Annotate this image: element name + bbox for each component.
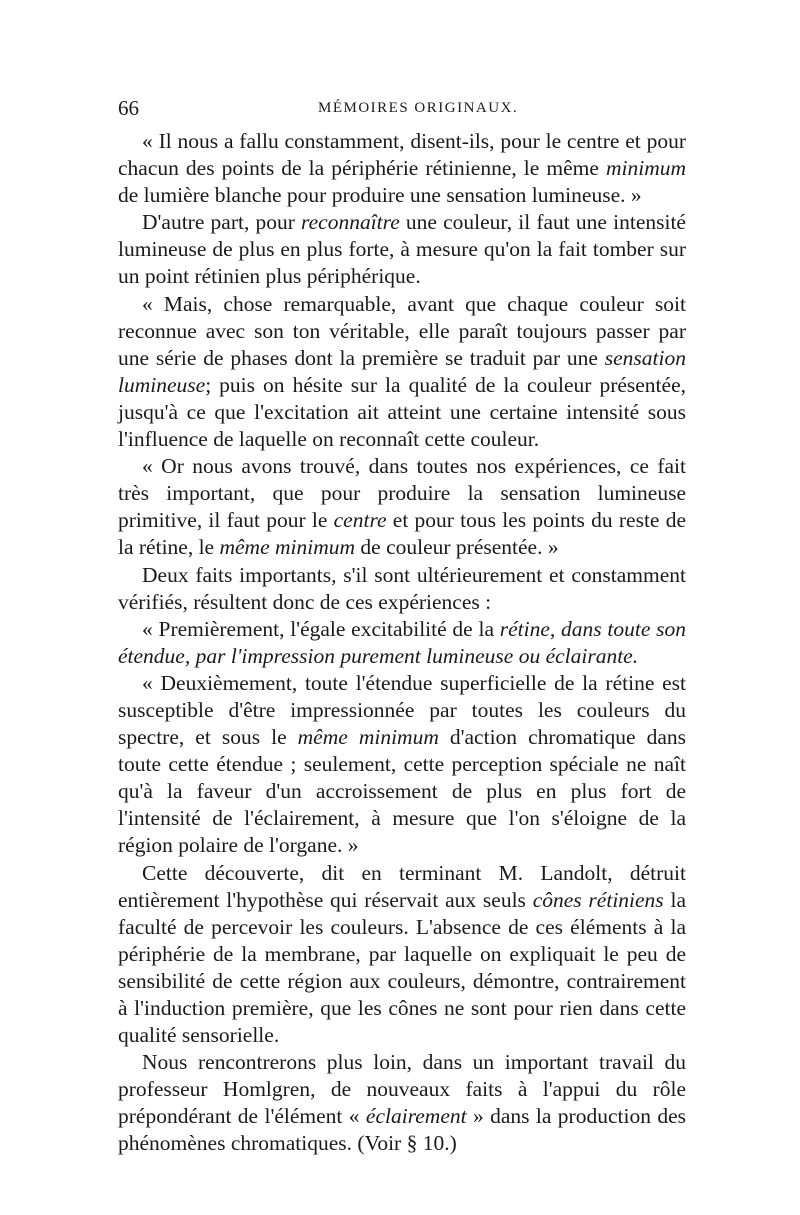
- paragraph: [118, 209, 686, 290]
- text-run: « Or nous avons trouvé, dans toutes nos expériences, ce fait très important, que pour produire la sensation lumineuse primitive, il faut pour le: [118, 454, 686, 533]
- page-number: 66: [118, 96, 139, 120]
- italic-text: même minimum: [219, 535, 356, 560]
- italic-text: sensation lumineuse: [118, 345, 686, 397]
- text-run: ; puis on hésite sur la qualité de la couleur présentée, jusqu'à ce que l'excitation ait atteint une certaine intensité sous l'influence de laquelle on reconnaît cette couleur.: [118, 372, 686, 452]
- paragraph: [118, 453, 686, 561]
- text-run: une couleur, il faut une intensité lumineuse de plus en plus forte, à mesure qu'on la fait tomber sur un point rétinien plus périphérique.: [118, 210, 686, 289]
- italic-text: reconnaître: [301, 210, 400, 235]
- text-run: de lumière blanche pour produire une sensation lumineuse. »: [118, 183, 642, 208]
- paragraph: [118, 616, 686, 670]
- paragraph: [118, 562, 686, 616]
- italic-text: éclairement: [365, 1104, 467, 1129]
- running-title: MÉMOIRES ORIGINAUX.: [318, 100, 519, 116]
- text-run: « Mais, chose remarquable, avant que chaque couleur soit reconnue avec son ton véritable, elle paraît toujours passer par une série de phases dont la première se traduit par une: [118, 291, 686, 370]
- text-run: la faculté de percevoir les couleurs. L'absence de ces éléments à la périphérie de la membrane, par laquelle on expliquait le peu de sensibilité de cette région aux couleurs, démontre, contrairement à l'induction première, que les cônes ne sont pour rien dans cette qualité sensorielle.: [118, 887, 686, 1048]
- italic-text: rétine, dans toute son étendue, par l'impression purement lumineuse ou éclairante.: [118, 616, 686, 668]
- italic-text: cônes rétiniens: [532, 887, 664, 912]
- italic-text: centre: [333, 508, 387, 533]
- text-run: d'action chromatique dans toute cette étendue ; seulement, cette perception spéciale ne naît qu'à la faveur d'un accroissement de plus en plus fort de l'intensité de l'éclairement, à mesure que l'on s'éloigne de la région polaire de l'organe. »: [118, 725, 686, 858]
- paragraph: [118, 670, 686, 860]
- text-run: « Premièrement, l'égale excitabilité de la: [142, 616, 500, 641]
- text-run: » dans la production des phénomènes chromatiques. (Voir § 10.): [118, 1104, 686, 1156]
- text-run: de couleur présentée. »: [355, 535, 559, 560]
- italic-text: même minimum: [297, 725, 439, 750]
- text-run: Cette découverte, dit en terminant M. Landolt, détruit entièrement l'hypothèse qui réservait aux seuls: [118, 860, 686, 912]
- text-run: Nous rencontrerons plus loin, dans un important travail du professeur Homlgren, de nouveaux faits à l'appui du rôle prépondérant de l'élément «: [118, 1050, 686, 1129]
- italic-text: minimum: [605, 156, 686, 181]
- paragraph: [118, 860, 686, 1050]
- paragraph: [118, 128, 686, 209]
- running-head: [118, 96, 694, 122]
- text-run: Deux faits importants, s'il sont ultérieurement et constamment vérifiés, résultent donc de ces expériences :: [118, 562, 686, 614]
- text-run: et pour tous les points du reste de la rétine, le: [118, 508, 686, 560]
- body-text: [118, 128, 686, 1158]
- text-run: D'autre part, pour: [142, 210, 302, 235]
- text-run: « Deuxièmement, toute l'étendue superficielle de la rétine est susceptible d'être impressionnée par toutes les couleurs du spectre, et sous le: [118, 670, 686, 750]
- text-run: « Il nous a fallu constamment, disent-ils, pour le centre et pour chacun des points de la périphérie rétinienne, le même: [118, 129, 686, 181]
- paragraph: [118, 291, 686, 454]
- paragraph: [118, 1049, 686, 1157]
